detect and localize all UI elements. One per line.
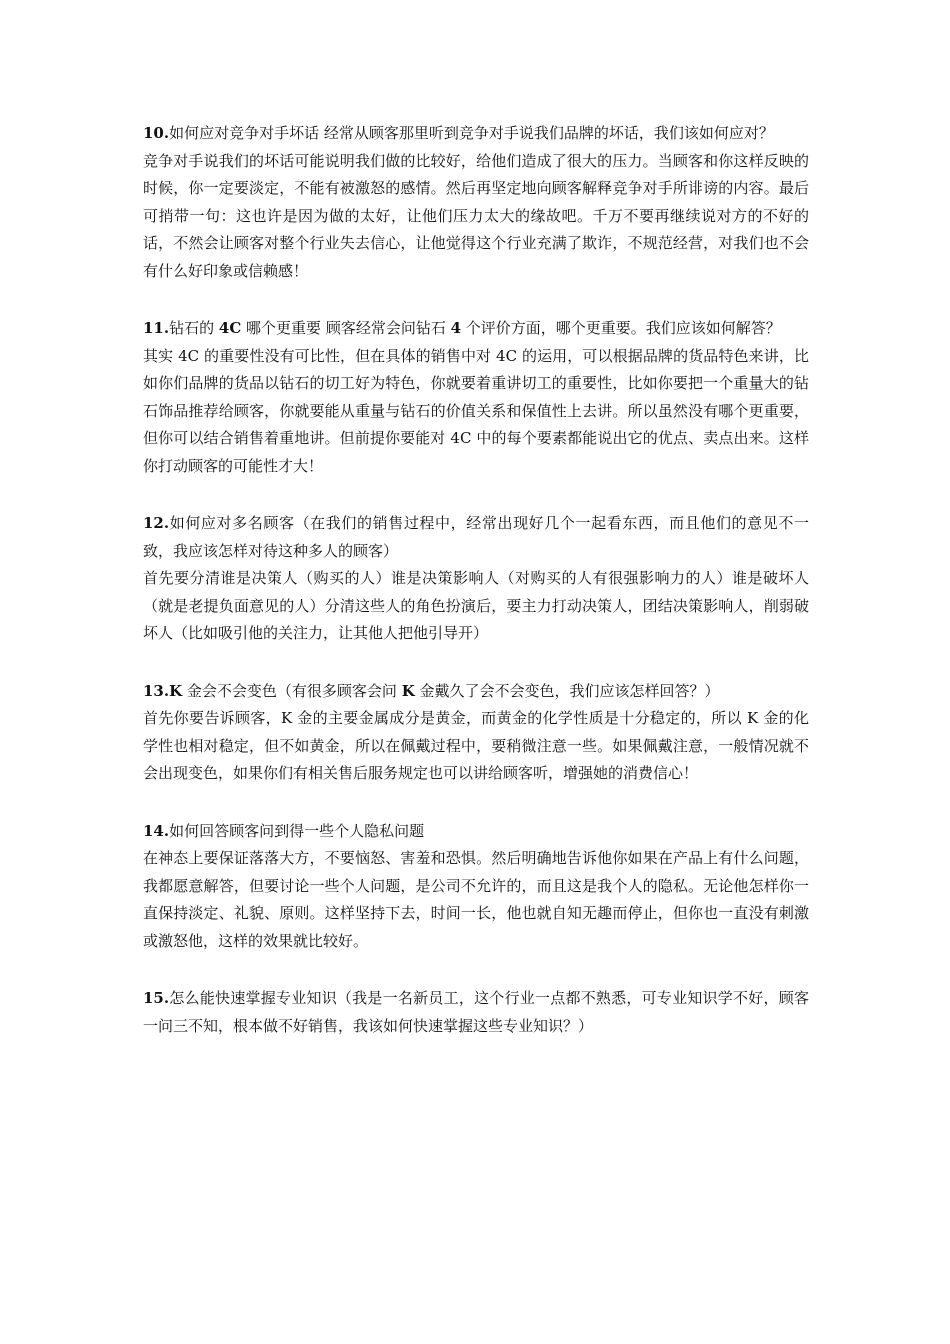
question-number: 15. <box>143 989 170 1007</box>
question-text-part: 钻石的 <box>169 319 219 337</box>
qa-section-13 <box>143 678 809 788</box>
question-text-part: 金会不会变色（有很多顾客会问 <box>182 681 402 700</box>
answer-text: 首先你要告诉顾客，K 金的主要金属成分是黄金，而黄金的化学性质是十分稳定的，所以 K 金的化学性也相对稳定，但不如黄金，所以在佩戴过程中，要稍微注意一些。如果佩戴注意，一般情况就不会出现变色，如果你们有相关售后服务规定也可以讲给顾客听，增强她的消费信心！ <box>143 709 809 782</box>
question-number: 11. <box>143 319 170 337</box>
question-text-part: 个评价方面，哪个更重要。我们应该如何解答？ <box>461 319 781 337</box>
question-number: 14. <box>143 821 170 840</box>
question-text-part: 哪个更重要 顾客经常会问钻石 <box>241 319 451 337</box>
question-number: 12. <box>143 514 170 532</box>
question-text-bold: 4C <box>218 319 242 337</box>
question-text: 如何应对竞争对手坏话 经常从顾客那里听到竞争对手说我们品牌的坏话，我们该如何应对？ <box>169 124 774 142</box>
question-text-part: 金戴久了会不会变色，我们应该怎样回答？） <box>414 681 720 700</box>
question-title <box>143 678 809 706</box>
qa-section-10 <box>143 120 809 285</box>
answer-text: 在神态上要保证落落大方，不要恼怒、害羞和恐惧。然后明确地告诉他你如果在产品上有什么问题，我都愿意解答，但要讨论一些个人问题，是公司不允许的，而且这是我个人的隐私。无论他怎样你一直保持淡定、礼貌、原则。这样坚持下去，时间一长，他也就自知无趣而停止，但你也一直没有刺激或激怒他，这样的效果就比较好。 <box>143 849 809 950</box>
question-text: 如何回答顾客问到得一些个人隐私问题 <box>169 821 425 840</box>
answer-text: 首先要分清谁是决策人（购买的人）谁是决策影响人（对购买的人有很强影响力的人）谁是破坏人（就是老提负面意见的人）分清这些人的角色扮演后，要主力打动决策人，团结决策影响人，削弱破坏人（比如吸引他的关注力，让其他人把他引导开） <box>143 569 809 642</box>
question-title <box>143 985 809 1040</box>
qa-section-15 <box>143 985 809 1040</box>
qa-section-11 <box>143 315 809 480</box>
question-title <box>143 818 809 846</box>
document-page <box>143 120 809 1070</box>
question-title <box>143 315 809 343</box>
question-text: 怎么能快速掌握专业知识（我是一名新员工，这个行业一点都不熟悉，可专业知识学不好，顾客一问三不知，根本做不好销售，我该如何快速掌握这些专业知识？） <box>143 989 809 1035</box>
question-text-bold: K <box>401 681 415 700</box>
qa-section-12 <box>143 510 809 648</box>
answer-text: 其实 4C 的重要性没有可比性，但在具体的销售中对 4C 的运用，可以根据品牌的货品特色来讲，比如你们品牌的货品以钻石的切工好为特色，你就要着重讲切工的重要性，比如你要把一个重量大的钻石饰品推荐给顾客，你就要能从重量与钻石的价值关系和保值性上去讲。所以虽然没有哪个更重要，但你可以结合销售着重地讲。但前提你要能对 4C 中的每个要素都能说出它的优点、卖点出来。这样你打动顾客的可能性才大！ <box>143 346 809 475</box>
question-title <box>143 120 809 148</box>
question-text-bold: K <box>169 681 183 700</box>
question-title <box>143 510 809 565</box>
qa-section-14 <box>143 818 809 956</box>
question-number: 10. <box>143 124 170 142</box>
question-number: 13. <box>143 681 170 700</box>
answer-text: 竞争对手说我们的坏话可能说明我们做的比较好，给他们造成了很大的压力。当顾客和你这样反映的时候，你一定要淡定，不能有被激怒的感情。然后再坚定地向顾客解释竞争对手所诽谤的内容。最后可捎带一句：这也许是因为做的太好，让他们压力太大的缘故吧。千万不要再继续说对方的不好的话，不然会让顾客对整个行业失去信心，让他觉得这个行业充满了欺诈，不规范经营，对我们也不会有什么好印象或信赖感！ <box>143 151 809 280</box>
question-text-bold: 4 <box>450 319 462 337</box>
question-text: 如何应对多名顾客（在我们的销售过程中，经常出现好几个一起看东西，而且他们的意见不一致，我应该怎样对待这种多人的顾客） <box>143 514 809 560</box>
